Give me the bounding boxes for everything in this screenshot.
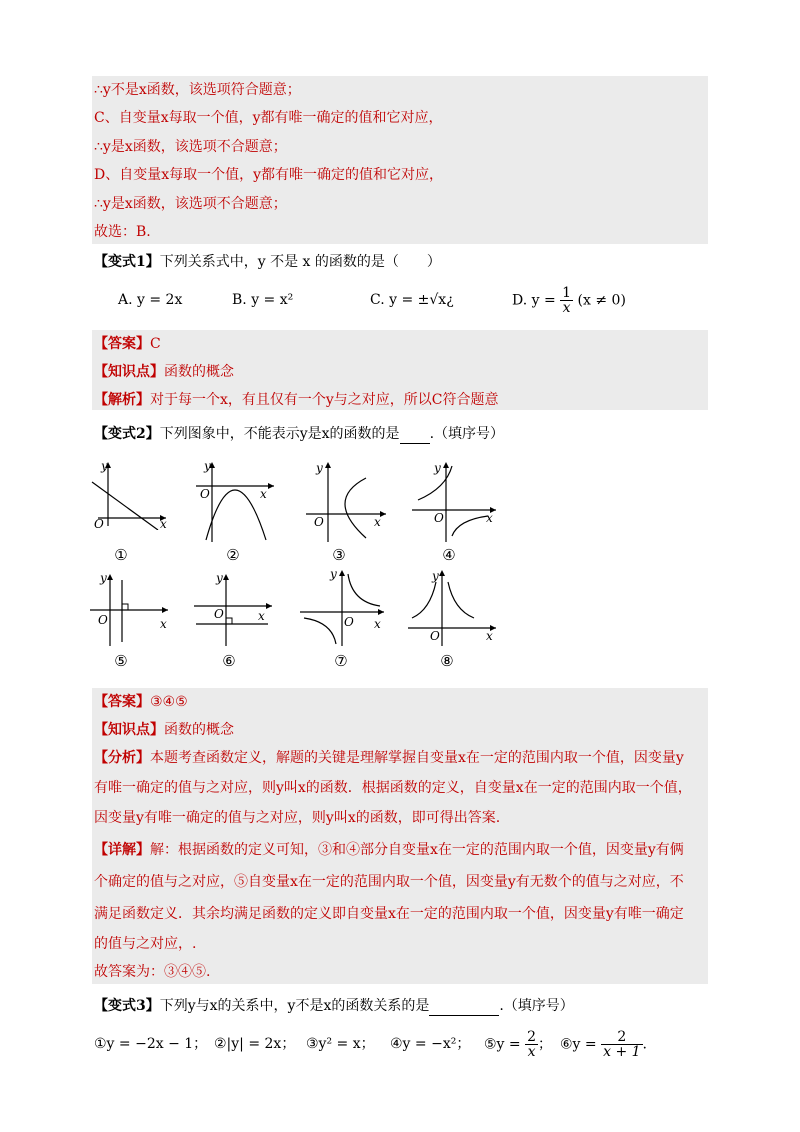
v1-option-d-num: 1 [562, 285, 572, 301]
graph-6-y-label: y [216, 571, 223, 585]
v2-detail-line-4: 的值与之对应，. [94, 936, 197, 952]
graph-6-label: ⑥ [222, 652, 236, 670]
graph-2-x-label: x [260, 487, 267, 501]
graph-3-origin: O [314, 515, 324, 529]
v2-answer-blank [400, 429, 430, 444]
graph-5-label: ⑤ [114, 652, 128, 670]
v1-analysis [94, 390, 499, 410]
v3-question [94, 996, 574, 1016]
graph-2-y-label: y [204, 459, 211, 473]
solution-line-5: ∴y是x函数，该选项不合题意； [94, 196, 287, 212]
graph-1-label: ① [114, 546, 128, 564]
v3-option-3: ③y² = x； [306, 1036, 375, 1052]
v2-detail-text-1: 解：根据函数的定义可知，③和④部分自变量x在一定的范围内取一个值，因变量y有俩 [150, 842, 684, 858]
v1-option-d-fraction [560, 286, 573, 315]
v2-question-tail: .（填序号） [429, 426, 505, 442]
v2-analysis-line-3: 因变量y有唯一确定的值与之对应，则y叫x的函数，即可得出答案. [94, 810, 501, 826]
v3-option-5-fraction [525, 1030, 538, 1059]
v3-option-5-prefix: ⑤y = [484, 1036, 521, 1053]
v2-analysis-line-2: 有唯一确定的值与之对应，则y叫x的函数．根据函数的定义，自变量x在一定的范围内取一个值， [94, 780, 692, 796]
v2-kp-text: 函数的概念 [164, 722, 234, 738]
v3-option-2: ②|y| = 2x； [214, 1036, 296, 1052]
v3-answer-blank [429, 1001, 499, 1016]
v2-analysis-tag: 【分析】 [94, 750, 150, 766]
solution-line-2: C、自变量x每取一个值，y都有唯一确定的值和它对应， [94, 110, 443, 126]
v1-answer-value: C [150, 336, 161, 352]
v2-question-text: 下列图象中，不能表示y是x的函数的是 [159, 426, 400, 442]
v3-option-6 [560, 1030, 647, 1059]
graph-7-label: ⑦ [334, 652, 348, 670]
graph-5 [88, 570, 172, 646]
v1-answer-tag: 【答案】 [94, 336, 150, 352]
graph-3-x-label: x [374, 515, 381, 529]
graph-5-x-label: x [160, 617, 167, 631]
graph-1-origin: O [94, 517, 104, 530]
v3-question-text: 下列y与x的关系中，y不是x的函数关系的是 [159, 998, 430, 1014]
graph-3-label: ③ [332, 546, 346, 564]
v1-kp-text: 函数的概念 [164, 364, 234, 380]
v1-kp-tag: 【知识点】 [94, 364, 164, 380]
v3-option-6-den: x + 1 [603, 1044, 641, 1060]
top-solution-block [92, 76, 708, 244]
graph-5-origin: O [98, 613, 108, 627]
v2-kp-tag: 【知识点】 [94, 722, 164, 738]
v1-analysis-tag: 【解析】 [94, 392, 150, 408]
v3-option-6-prefix: ⑥y = [560, 1036, 597, 1053]
v2-analysis-line-1 [94, 748, 684, 768]
v3-tag: 【变式3】 [94, 998, 160, 1014]
v2-detail-line-1 [94, 840, 684, 860]
v3-option-6-fraction [601, 1030, 642, 1059]
graph-6-x-label: x [258, 609, 265, 623]
v1-analysis-text: 对于每一个x，有且仅有一个y与之对应，所以C符合题意 [150, 392, 499, 408]
v1-option-a: A. y = 2x [118, 292, 183, 308]
v2-answer [94, 692, 188, 712]
graph-2-origin: O [200, 487, 210, 501]
v3-option-5-num: 2 [527, 1029, 537, 1045]
v1-knowledge-point [94, 362, 234, 382]
graph-8-origin: O [430, 629, 440, 643]
graph-4-y-label: y [434, 461, 441, 475]
graph-8-y-label: y [432, 569, 439, 583]
graph-2-label: ② [226, 546, 240, 564]
v3-question-tail: .（填序号） [499, 998, 574, 1014]
v1-option-d-prefix: D. y = [512, 292, 556, 309]
graph-4-label: ④ [442, 546, 456, 564]
graph-7-origin: O [344, 615, 354, 629]
graph-7-y-label: y [330, 567, 337, 581]
graph-6-origin: O [214, 607, 224, 621]
v1-option-d-den: x [562, 300, 571, 316]
solution-line-4: D、自变量x每取一个值，y都有唯一确定的值和它对应， [94, 167, 444, 183]
graph-1 [88, 458, 168, 530]
v3-option-5 [484, 1030, 552, 1059]
v1-option-b: B. y = x² [232, 292, 294, 308]
graph-8-x-label: x [486, 629, 493, 643]
v1-question [94, 252, 441, 272]
graph-3-y-label: y [316, 461, 323, 475]
v3-option-5-den: x [527, 1044, 536, 1060]
v2-answer-tag: 【答案】 [94, 694, 150, 710]
solution-line-1: ∴y不是x函数，该选项符合题意； [94, 82, 301, 98]
graph-3 [304, 458, 390, 542]
graph-4 [410, 458, 500, 542]
graph-2 [192, 458, 278, 542]
solution-line-6: 故选：B. [94, 224, 151, 240]
v3-option-4: ④y = −x²； [390, 1036, 471, 1052]
v2-tag: 【变式2】 [94, 426, 160, 442]
graph-1-x-label: x [160, 517, 167, 530]
solution-line-3: ∴y是x函数，该选项不合题意； [94, 139, 287, 155]
v1-option-c: C. y = ±√x¿ [370, 292, 454, 308]
v2-detail-line-2: 个确定的值与之对应，⑤自变量x在一定的范围内取一个值，因变量y有无数个的值与之对应，不 [94, 874, 684, 890]
v1-tag: 【变式1】 [94, 254, 160, 270]
v3-option-1: ①y = −2x − 1； [94, 1036, 208, 1052]
graph-8 [406, 566, 500, 646]
v1-option-d-suffix: (x ≠ 0) [577, 292, 626, 309]
v2-analysis-text-1: 本题考查函数定义，解题的关键是理解掌握自变量x在一定的范围内取一个值，因变量y [150, 750, 684, 766]
v2-question [94, 424, 504, 444]
v2-detail-tag: 【详解】 [94, 842, 150, 858]
graph-7-x-label: x [374, 617, 381, 631]
v3-option-6-suffix: . [642, 1036, 647, 1053]
v3-option-6-num: 2 [601, 1030, 642, 1045]
v1-question-text: 下列关系式中，y 不是 x 的函数的是（ ） [159, 254, 441, 270]
v3-option-5-suffix: ； [538, 1036, 553, 1053]
graph-4-x-label: x [486, 511, 493, 525]
graph-1-y-label: y [101, 459, 108, 473]
graph-5-y-label: y [100, 571, 107, 585]
v1-option-d [512, 286, 626, 315]
v2-final-answer: 故答案为：③④⑤. [94, 964, 211, 980]
graph-7 [298, 566, 388, 646]
v2-knowledge-point [94, 720, 234, 740]
v1-answer [94, 334, 161, 354]
graph-6 [192, 570, 276, 646]
graph-8-label: ⑧ [440, 652, 454, 670]
graph-4-origin: O [434, 511, 444, 525]
v2-detail-line-3: 满足函数定义．其余均满足函数的定义即自变量x在一定的范围内取一个值，因变量y有唯一确定 [94, 906, 684, 922]
v2-answer-value: ③④⑤ [150, 694, 188, 710]
